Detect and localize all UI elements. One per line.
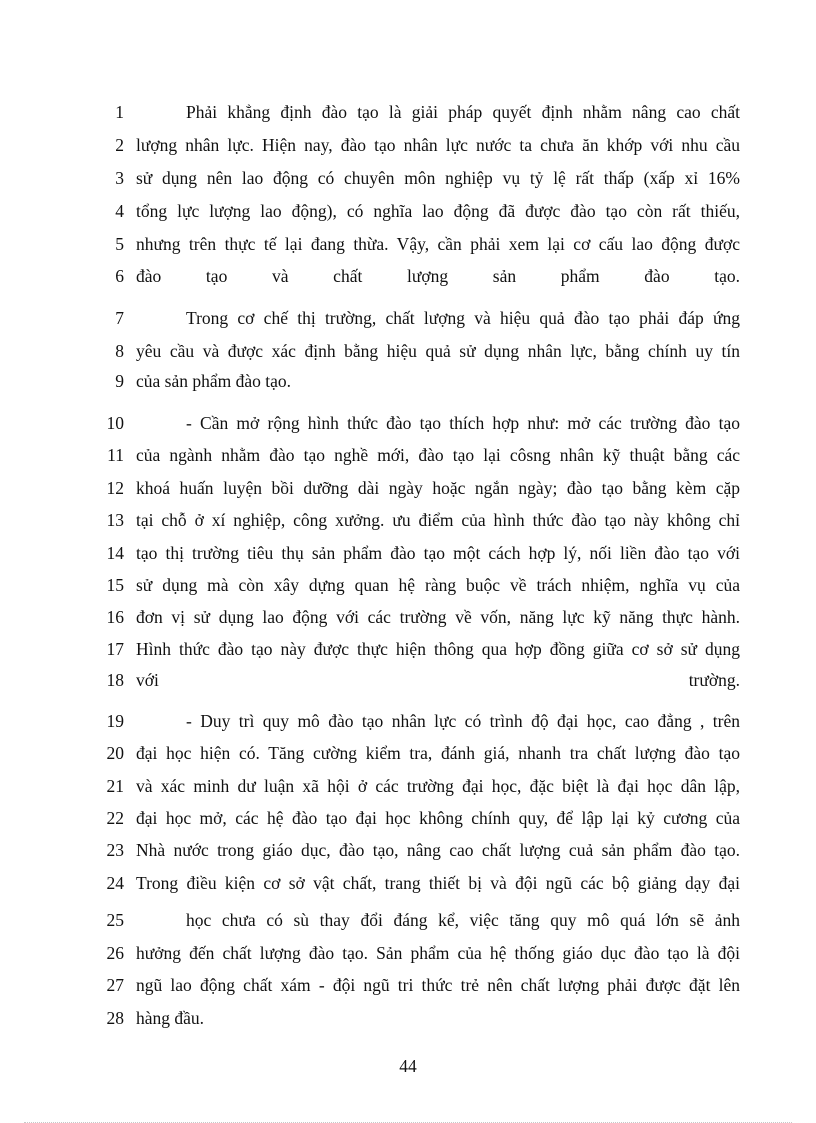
text-line xyxy=(100,508,740,532)
line-number: 26 xyxy=(106,943,124,963)
text-line xyxy=(100,908,740,932)
line-number: 18 xyxy=(106,670,124,690)
line-number: 4 xyxy=(115,201,124,221)
line-number: 19 xyxy=(106,711,124,731)
line-text: hàng đầu. xyxy=(136,1008,205,1028)
line-number: 15 xyxy=(106,575,124,595)
line-number: 13 xyxy=(106,510,124,530)
line-text: yêu cầu và được xác định bằng hiệu quả sử dụng nhân lực, bằng chính uy tín xyxy=(136,341,740,361)
line-number: 25 xyxy=(106,910,124,930)
line-text: Phải khẳng định đào tạo là giải pháp quyết định nhằm nâng cao chất xyxy=(186,102,740,122)
line-text: học chưa có sù thay đổi đáng kể, việc tăng quy mô quá lớn sẽ ảnh xyxy=(186,910,740,930)
text-line xyxy=(100,199,740,223)
text-line xyxy=(100,133,740,157)
line-text: nhưng trên thực tế lại đang thừa. Vậy, cần phải xem lại cơ cấu lao động được xyxy=(136,234,740,254)
line-text: khoá huấn luyện bồi dưỡng dài ngày hoặc ngắn ngày; đào tạo bằng kèm cặp xyxy=(136,478,740,498)
line-text: với trường. xyxy=(136,670,740,690)
text-line xyxy=(100,232,740,256)
line-number: 28 xyxy=(106,1008,124,1028)
text-line xyxy=(100,973,740,997)
line-text: và xác minh dư luận xã hội ở các trường đại học, đặc biệt là đại học dân lập, xyxy=(136,776,740,796)
page-number: 44 xyxy=(399,1056,417,1076)
line-text: hưởng đến chất lượng đào tạo. Sản phẩm của hệ thống giáo dục đào tạo là đội xyxy=(136,943,740,963)
line-number: 10 xyxy=(106,413,124,433)
line-text: của sản phẩm đào tạo. xyxy=(136,371,292,391)
line-text: đại học mở, các hệ đào tạo đại học không chính quy, để lập lại kỷ cương của xyxy=(136,808,740,828)
line-text: sử dụng mà còn xây dựng quan hệ ràng buộc về trách nhiệm, nghĩa vụ của xyxy=(136,575,740,595)
line-text: lượng nhân lực. Hiện nay, đào tạo nhân lực nước ta chưa ăn khớp với nhu cầu xyxy=(136,135,740,155)
line-text: tổng lực lượng lao động), có nghĩa lao động đã được đào tạo còn rất thiếu, xyxy=(136,201,740,221)
line-number: 22 xyxy=(106,808,124,828)
line-text: Nhà nước trong giáo dục, đào tạo, nâng cao chất lượng cuả sản phẩm đào tạo. xyxy=(136,840,740,860)
line-text: - Cần mở rộng hình thức đào tạo thích hợp như: mở các trường đào tạo xyxy=(186,413,740,433)
text-line xyxy=(100,166,740,190)
line-number: 3 xyxy=(115,168,124,188)
text-line xyxy=(100,100,740,124)
line-number: 5 xyxy=(115,234,124,254)
text-line xyxy=(100,941,740,965)
line-text: ngũ lao động chất xám - đội ngũ tri thức trẻ nên chất lượng phải được đặt lên xyxy=(136,975,740,995)
text-line xyxy=(100,668,740,692)
line-text: sử dụng nên lao động có chuyên môn nghiệp vụ tỷ lệ rất thấp (xấp xỉ 16% xyxy=(136,168,740,188)
line-text: Hình thức đào tạo này được thực hiện thông qua hợp đồng giữa cơ sở sử dụng xyxy=(136,639,740,659)
text-line xyxy=(100,871,740,895)
text-line xyxy=(100,443,740,467)
line-text: Trong cơ chế thị trường, chất lượng và hiệu quả đào tạo phải đáp ứng xyxy=(186,308,740,328)
line-number: 8 xyxy=(115,341,124,361)
line-number: 24 xyxy=(106,873,124,893)
text-line xyxy=(100,411,740,435)
line-number: 7 xyxy=(115,308,124,328)
text-line xyxy=(100,369,740,393)
text-line xyxy=(100,838,740,862)
text-line xyxy=(100,476,740,500)
text-line xyxy=(100,1006,740,1030)
text-line xyxy=(100,573,740,597)
line-number: 2 xyxy=(115,135,124,155)
line-text: đào tạo và chất lượng sản phẩm đào tạo. xyxy=(136,266,740,286)
text-line xyxy=(100,541,740,565)
line-number: 6 xyxy=(115,266,124,286)
line-number: 14 xyxy=(106,543,124,563)
text-line xyxy=(100,306,740,330)
text-line xyxy=(100,774,740,798)
text-line xyxy=(100,741,740,765)
line-text: đại học hiện có. Tăng cường kiểm tra, đánh giá, nhanh tra chất lượng đào tạo xyxy=(136,743,740,763)
line-number: 1 xyxy=(115,102,124,122)
line-number: 21 xyxy=(106,776,124,796)
line-text: của ngành nhằm đào tạo nghề mới, đào tạo lại côsng nhân kỹ thuật bằng các xyxy=(136,445,740,465)
line-text: tại chỗ ở xí nghiệp, công xưởng. ưu điểm của hình thức đào tạo này không chỉ xyxy=(136,510,740,530)
text-line xyxy=(100,806,740,830)
text-line xyxy=(100,339,740,363)
text-line xyxy=(100,709,740,733)
line-number: 20 xyxy=(106,743,124,763)
line-text: Trong điều kiện cơ sở vật chất, trang thiết bị và đội ngũ các bộ giảng dạy đại xyxy=(136,873,740,893)
line-text: tạo thị trường tiêu thụ sản phẩm đào tạo một cách hợp lý, nối liền đào tạo với xyxy=(136,543,740,563)
line-number: 12 xyxy=(106,478,124,498)
line-text: - Duy trì quy mô đào tạo nhân lực có trình độ đại học, cao đẳng , trên xyxy=(186,711,740,731)
line-text: đơn vị sử dụng lao động với các trường về vốn, năng lực kỹ năng thực hành. xyxy=(136,607,740,627)
line-number: 16 xyxy=(106,607,124,627)
line-number: 9 xyxy=(115,371,124,391)
line-number: 17 xyxy=(106,639,124,659)
line-number: 23 xyxy=(106,840,124,860)
text-line xyxy=(100,264,740,288)
text-line xyxy=(100,637,740,661)
line-number: 11 xyxy=(107,445,124,465)
text-line xyxy=(100,605,740,629)
line-number: 27 xyxy=(106,975,124,995)
